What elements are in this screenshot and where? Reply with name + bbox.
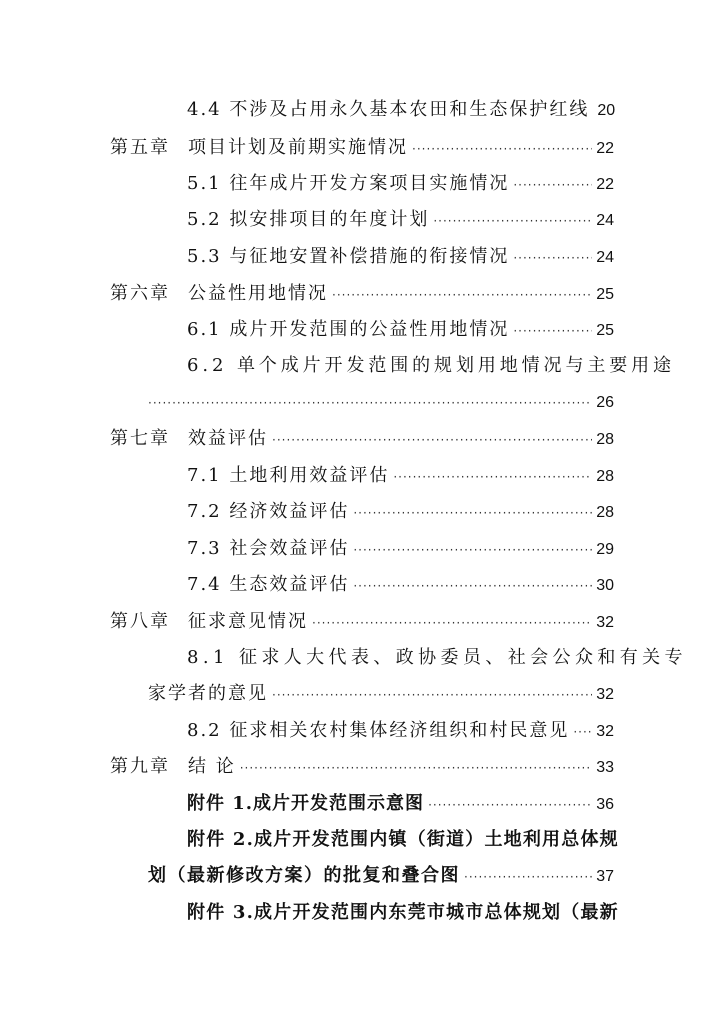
dot-leader — [464, 865, 592, 889]
toc-entry-7-3[interactable] — [187, 537, 614, 562]
dot-leader — [240, 756, 592, 780]
toc-entry-label: 征求意见情况 — [188, 611, 308, 632]
toc-entry-6-2-line2[interactable] — [148, 391, 614, 415]
toc-page-number: 32 — [596, 723, 614, 740]
toc-page-number: 29 — [596, 541, 614, 558]
chapter-number: 第九章 — [110, 756, 170, 777]
toc-entry-5-2[interactable] — [187, 208, 614, 233]
toc-entry-7-4[interactable] — [187, 573, 614, 598]
toc-entry-8-1-line2[interactable] — [148, 682, 614, 707]
toc-page-number: 22 — [596, 140, 614, 157]
toc-chapter-8[interactable] — [110, 610, 614, 635]
toc-chapter-7[interactable] — [110, 427, 614, 452]
chapter-number: 第八章 — [110, 611, 170, 632]
dot-leader — [412, 137, 592, 161]
toc-page-number: 25 — [596, 322, 614, 339]
toc-entry-5-1[interactable] — [187, 172, 614, 197]
toc-entry-label: 结 论 — [188, 756, 236, 777]
dot-leader — [513, 246, 592, 270]
toc-page-number: 36 — [596, 796, 614, 813]
dot-leader — [272, 428, 592, 452]
toc-chapter-9[interactable] — [110, 755, 614, 780]
toc-entry-label: 附件 1.成片开发范围示意图 — [187, 793, 425, 814]
toc-entry-6-1[interactable] — [187, 318, 614, 343]
chapter-number: 第七章 — [110, 428, 170, 449]
toc-appendix-1[interactable] — [187, 792, 614, 817]
toc-entry-label: 效益评估 — [188, 428, 268, 449]
dot-leader — [353, 574, 592, 598]
toc-page-number: 32 — [596, 614, 614, 631]
toc-entry-label: 项目计划及前期实施情况 — [188, 137, 408, 158]
toc-entry-label: 6.1 成片开发范围的公益性用地情况 — [187, 319, 510, 340]
dot-leader — [393, 465, 592, 489]
toc-page-number: 22 — [596, 176, 614, 193]
dot-leader — [353, 501, 592, 525]
toc-entry-label: 5.3 与征地安置补偿措施的衔接情况 — [187, 246, 510, 267]
toc-entry-6-2-line1[interactable]: 6.2 单个成片开发范围的规划用地情况与主要用途 — [187, 355, 675, 376]
chapter-number: 第五章 — [110, 137, 170, 158]
toc-entry-8-1-line1[interactable]: 8.1 征求人大代表、政协委员、社会公众和有关专 — [187, 647, 687, 668]
toc-entry-label: 7.1 土地利用效益评估 — [187, 465, 390, 486]
toc-page-number: 24 — [596, 249, 614, 266]
toc-page-number: 28 — [596, 468, 614, 485]
toc-page-number: 37 — [596, 868, 614, 885]
dot-leader — [433, 209, 592, 233]
toc-page-number: 33 — [596, 759, 614, 776]
dot-leader — [428, 793, 592, 817]
toc-entry-7-1[interactable] — [187, 464, 614, 489]
dot-leader — [513, 173, 592, 197]
toc-appendix-3-line1[interactable]: 附件 3.成片开发范围内东莞市城市总体规划（最新 — [187, 902, 619, 923]
toc-entry-8-2[interactable] — [187, 719, 614, 744]
toc-entry-label: 家学者的意见 — [148, 683, 268, 704]
toc-entry-4-4[interactable] — [187, 98, 614, 123]
dot-leader — [573, 720, 592, 744]
chapter-number: 第六章 — [110, 283, 170, 304]
dot-leader — [312, 611, 592, 635]
toc-entry-7-2[interactable] — [187, 500, 614, 525]
toc-entry-label: 5.1 往年成片开发方案项目实施情况 — [187, 173, 510, 194]
toc-appendix-2-line2[interactable] — [148, 864, 614, 889]
toc-page-number: 24 — [596, 212, 614, 229]
toc-entry-label: 7.4 生态效益评估 — [187, 574, 350, 595]
dot-leader — [513, 319, 592, 343]
toc-chapter-6[interactable] — [110, 282, 614, 307]
toc-page-number: 25 — [596, 286, 614, 303]
toc-page-number: 26 — [596, 394, 614, 411]
toc-page-number: 20 — [597, 102, 616, 119]
toc-entry-label: 7.3 社会效益评估 — [187, 538, 350, 559]
toc-page-number: 30 — [596, 577, 614, 594]
toc-entry-label: 4.4 不涉及占用永久基本农田和生态保护红线 — [187, 99, 590, 120]
dot-leader — [353, 538, 592, 562]
toc-page-number: 32 — [596, 686, 614, 703]
toc-page-number: 28 — [596, 431, 614, 448]
dot-leader — [148, 391, 592, 415]
dot-leader — [332, 283, 592, 307]
toc-entry-label: 8.2 征求相关农村集体经济组织和村民意见 — [187, 720, 570, 741]
toc-chapter-5[interactable] — [110, 136, 614, 161]
toc-entry-label: 7.2 经济效益评估 — [187, 501, 350, 522]
toc-entry-label: 公益性用地情况 — [188, 283, 328, 304]
toc-entry-label: 划（最新修改方案）的批复和叠合图 — [148, 865, 460, 886]
toc-entry-label: 5.2 拟安排项目的年度计划 — [187, 209, 430, 230]
toc-page-number: 28 — [596, 504, 614, 521]
toc-appendix-2-line1[interactable]: 附件 2.成片开发范围内镇（街道）土地利用总体规 — [187, 829, 619, 850]
toc-entry-5-3[interactable] — [187, 245, 614, 270]
dot-leader — [272, 683, 592, 707]
